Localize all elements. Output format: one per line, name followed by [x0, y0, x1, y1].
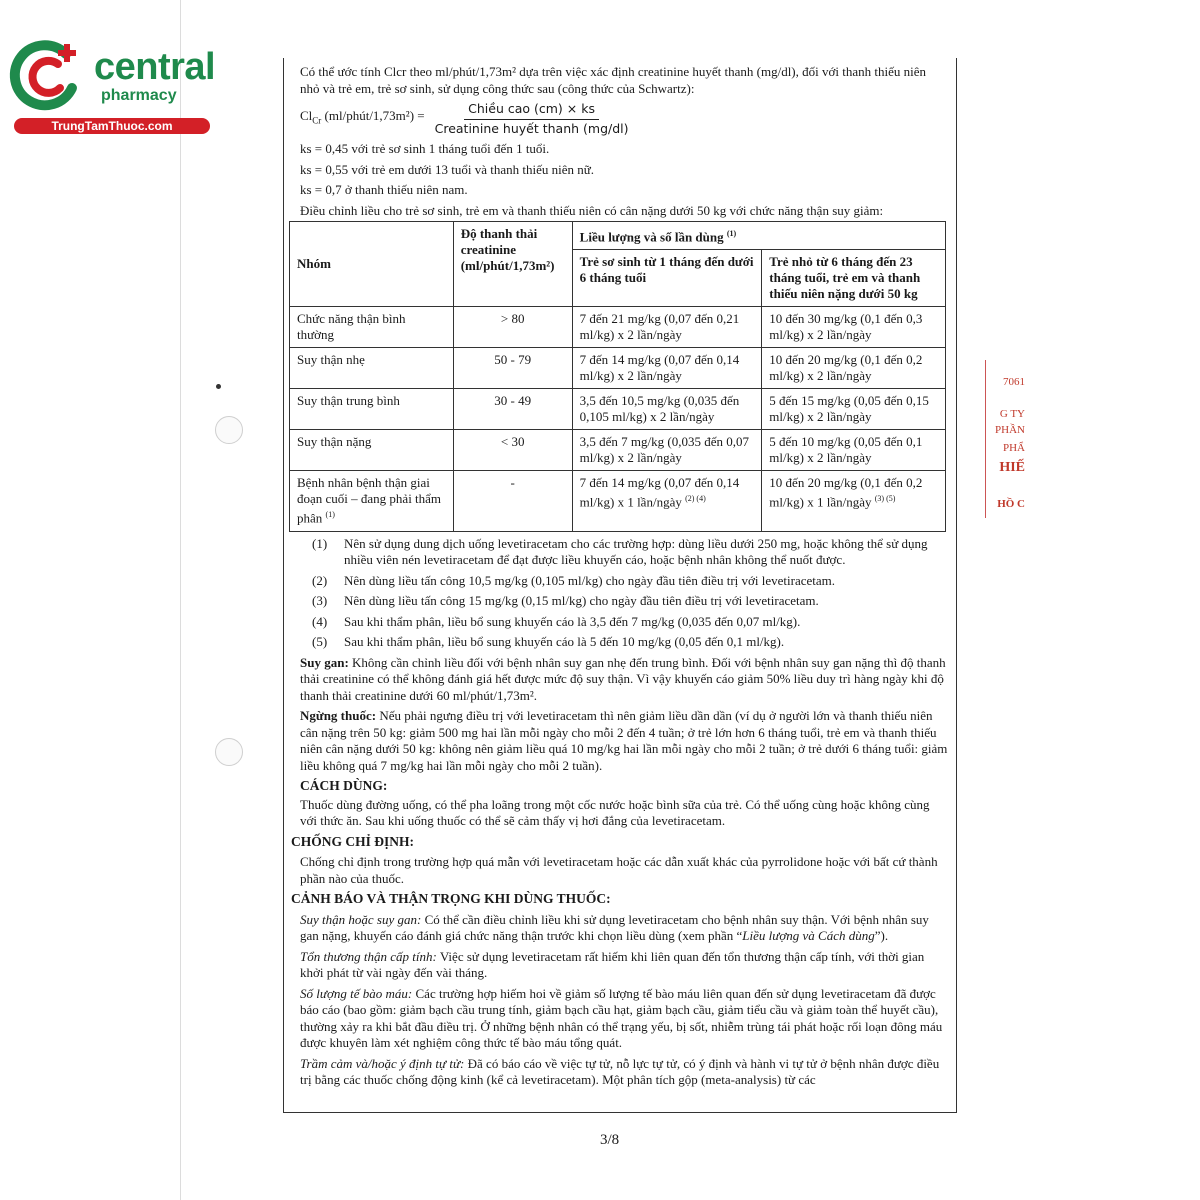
table-header-row — [290, 222, 946, 250]
stamp-line: G TY — [999, 408, 1025, 420]
cell-dose-b: 10 đến 30 mg/kg (0,1 đến 0,3 ml/kg) x 2 lần/ngày — [762, 307, 946, 348]
logo-site: TrungTamThuoc.com — [14, 118, 210, 134]
cell-dose-b: 10 đến 20 mg/kg (0,1 đến 0,2 ml/kg) x 2 lần/ngày — [762, 348, 946, 389]
table-row — [290, 430, 946, 471]
cell-dose-a: 3,5 đến 7 mg/kg (0,035 đến 0,07 ml/kg) x 2 lần/ngày — [572, 430, 762, 471]
header-col-b: Trẻ nhỏ từ 6 tháng đến 23 tháng tuổi, trẻ em và thanh thiếu niên nặng dưới 50 kg — [762, 250, 946, 307]
cach-dung-paragraph: Thuốc dùng đường uống, có thể pha loãng trong một cốc nước hoặc bình sữa của trẻ. Có thể uống cùng hoặc không cùng với thức ăn. Sau khi uống thuốc có thể sẽ cảm thấy vị hơi đắng của levetiracetam. — [300, 796, 930, 829]
stamp-line: PHẦN — [995, 424, 1025, 436]
cell-dose-a: 7 đến 14 mg/kg (0,07 đến 0,14 ml/kg) x 2 lần/ngày — [572, 348, 762, 389]
footnote-item: (5) Sau khi thẩm phân, liều bổ sung khuyến cáo là 5 đến 10 mg/kg (0,05 đến 0,1 ml/kg). — [312, 634, 785, 650]
ink-dot — [216, 384, 221, 389]
cell-group: Bệnh nhân bệnh thận giai đoạn cuối – đang phải thẩm phân $^{(1)}$ — [290, 471, 454, 531]
cell-clearance: - — [453, 471, 572, 531]
suy-gan-paragraph: Suy gan: Không cần chỉnh liều đối với bệnh nhân suy gan nhẹ đến trung bình. Đối với bệnh nhân suy gan nặng thì độ thanh thải creatinine có thể không đánh giá hết được mức độ suy thận. Vì vậy khuyến cáo giảm 50% liều duy trì hàng ngày khi độ thanh thải creatinine dưới 60 ml/phút/1,73m². — [300, 654, 946, 703]
punch-hole-bottom — [215, 738, 243, 766]
footnote-item: (1) Nên sử dụng dung dịch uống levetiracetam cho các trường hợp: dùng liều dưới 250 mg, hoặc không thể sử dụng nhiều viên nén levetiracetam để đạt được liều khuyến cáo, hoặc bệnh nhân không thể nuốt được. — [312, 535, 928, 568]
warning-item: Số lượng tế bào máu: Các trường hợp hiếm hoi về giảm số lượng tế bào máu liên quan đến sử dụng levetiracetam đã được báo cáo (bao gồm: giảm bạch cầu trung tính, giảm bạch cầu hạt, giảm bạch cầu, giảm tiểu cầu và giảm toàn thể huyết cầu), thường xảy ra khi bắt đầu điều trị. Ở những bệnh nhân có thể trạng yếu, bị sốt, nhiễm trùng tái phát hoặc rối loạn đông máu được khuyên làm xét nghiệm công thức tế bào máu tổng quát. — [300, 985, 943, 1051]
cell-group: Suy thận trung bình — [290, 389, 454, 430]
formula-fraction — [431, 101, 633, 137]
page-number: 3/8 — [600, 1132, 620, 1148]
warning-item: Suy thận hoặc suy gan: Có thể cần điều chỉnh liều khi sử dụng levetiracetam cho bệnh nhân suy thận. Với bệnh nhân suy gan nặng, khuyến cáo đánh giá chức năng thận trước khi chọn liều dùng (xem phần “Liều lượng và Cách dùng”). — [300, 911, 929, 944]
cell-dose-b: 5 đến 10 mg/kg (0,05 đến 0,1 ml/kg) x 2 lần/ngày — [762, 430, 946, 471]
dose-table — [289, 221, 946, 532]
ks-line: ks = 0,45 với trẻ sơ sinh 1 tháng tuổi đến 1 tuổi. — [300, 141, 550, 156]
cell-clearance: 30 - 49 — [453, 389, 572, 430]
ks-line: ks = 0,55 với trẻ em dưới 13 tuổi và thanh thiếu niên nữ. — [300, 161, 595, 177]
warning-item: Tổn thương thận cấp tính: Việc sử dụng levetiracetam rất hiếm khi liên quan đến tổn thương thận cấp tính, với thời gian khởi phát từ vài ngày đến vài tháng. — [300, 948, 925, 981]
header-dose: Liều lượng và số lần dùng $^{(1)}$ — [572, 222, 945, 250]
footnote-item: (3) Nên dùng liều tấn công 15 mg/kg (0,15 ml/kg) cho ngày đầu tiên điều trị với levetiracetam. — [312, 593, 819, 609]
document-body — [291, 64, 948, 1093]
stamp-line: 7061 — [1003, 376, 1025, 388]
cell-dose-a: 7 đến 14 mg/kg (0,07 đến 0,14 ml/kg) x 1 lần/ngày $^{(2) (4)}$ — [572, 471, 762, 531]
chong-chi-dinh-heading: CHỐNG CHỈ ĐỊNH: — [291, 833, 415, 849]
formula-denominator: Creatinine huyết thanh (mg/dl) — [434, 120, 629, 136]
cell-clearance: < 30 — [453, 430, 572, 471]
table-row — [290, 471, 946, 531]
cell-dose-a: 3,5 đến 10,5 mg/kg (0,035 đến 0,105 ml/kg) x 2 lần/ngày — [572, 389, 762, 430]
central-pharmacy-logo[interactable] — [8, 36, 218, 136]
warning-item: Trầm cảm và/hoặc ý định tự tử: Đã có báo cáo về việc tự tử, nỗ lực tự tử, có ý định và hành vi tự tử ở bệnh nhân được điều trị bằng các thuốc chống động kinh (kể cả levetiracetam). Một phân tích gộp (meta-analysis) từ các — [300, 1055, 940, 1088]
footnote-item: (2) Nên dùng liều tấn công 10,5 mg/kg (0,105 ml/kg) cho ngày đầu tiên điều trị với levetiracetam. — [312, 572, 836, 588]
table-row — [290, 307, 946, 348]
ks-line: ks = 0,7 ở thanh thiếu niên nam. — [300, 182, 468, 197]
cell-group: Suy thận nhẹ — [290, 348, 454, 389]
company-stamp — [985, 360, 1025, 520]
formula-numerator: Chiều cao (cm) × ks — [464, 101, 599, 120]
punch-hole-top — [215, 416, 243, 444]
stamp-line: HIẾ — [999, 460, 1025, 475]
logo-brand: central — [94, 46, 216, 88]
logo-mark-icon — [8, 36, 90, 118]
schwartz-formula — [300, 101, 948, 137]
table-intro: Điều chỉnh liều cho trẻ sơ sinh, trẻ em và thanh thiếu niên có cân nặng dưới 50 kg với chức năng thận suy giảm: — [300, 202, 884, 218]
cell-clearance: 50 - 79 — [453, 348, 572, 389]
header-col-a: Trẻ sơ sinh từ 1 tháng đến dưới 6 tháng tuổi — [572, 250, 762, 307]
ngung-thuoc-paragraph: Ngừng thuốc: Nếu phải ngưng điều trị với levetiracetam thì nên giảm liều dần dần (ví dụ ở người lớn và thanh thiếu niên cân nặng trên 50 kg: giảm 500 mg hai lần mỗi ngày cho mỗi 2 đến 4 tuần; ở trẻ lớn hơn 6 tháng tuổi, trẻ em và thanh thiếu niên cân nặng dưới 50 kg: không nên giảm liều quá 10 mg/kg hai lần mỗi ngày cho mỗi 2 tuần; ở trẻ dưới 6 tháng tuổi: giảm liều không quá 7 mg/kg hai lần mỗi ngày cho mỗi 2 tuần). — [300, 708, 948, 773]
page-edge — [180, 0, 181, 1200]
chong-chi-dinh-paragraph: Chống chỉ định trong trường hợp quá mẫn với levetiracetam hoặc các dẫn xuất khác của pyrrolidone hoặc với bất cứ thành phần nào của thuốc. — [300, 854, 938, 886]
cell-dose-b: 10 đến 20 mg/kg (0,1 đến 0,2 ml/kg) x 1 lần/ngày $^{(3) (5)}$ — [762, 471, 946, 531]
cell-group: Chức năng thận bình thường — [290, 307, 454, 348]
cach-dung-heading: CÁCH DÙNG: — [300, 778, 388, 794]
stamp-line: PHẨ — [1002, 442, 1025, 454]
document-frame — [283, 58, 957, 1113]
header-group: Nhóm — [290, 222, 454, 307]
logo-sub: pharmacy — [101, 87, 177, 104]
footnote-list — [300, 536, 948, 651]
cell-dose-b: 5 đến 15 mg/kg (0,05 đến 0,15 ml/kg) x 2 lần/ngày — [762, 389, 946, 430]
footnote-item: (4) Sau khi thẩm phân, liều bổ sung khuyến cáo là 3,5 đến 7 mg/kg (0,035 đến 0,07 ml/kg). — [312, 613, 801, 629]
intro-paragraph: Có thể ước tính Clcr theo ml/phút/1,73m² dựa trên việc xác định creatinine huyết thanh (mg/dl), đối với thanh thiếu niên nhỏ và trẻ em, trẻ sơ sinh, sử dụng công thức sau (công thức của Schwartz): — [300, 64, 926, 96]
table-row — [290, 348, 946, 389]
cell-clearance: > 80 — [453, 307, 572, 348]
cell-group: Suy thận nặng — [290, 430, 454, 471]
stamp-line: HỒ C — [997, 498, 1025, 510]
canh-bao-heading: CẢNH BÁO VÀ THẬN TRỌNG KHI DÙNG THUỐC: — [291, 891, 611, 907]
formula-lhs: $Cl_{Cr}$ (ml/phút/1,73m²) = — [300, 108, 425, 127]
table-row — [290, 389, 946, 430]
cell-dose-a: 7 đến 21 mg/kg (0,07 đến 0,21 ml/kg) x 2 lần/ngày — [572, 307, 762, 348]
header-clearance: Độ thanh thải creatinine (ml/phút/1,73m²) — [453, 222, 572, 307]
